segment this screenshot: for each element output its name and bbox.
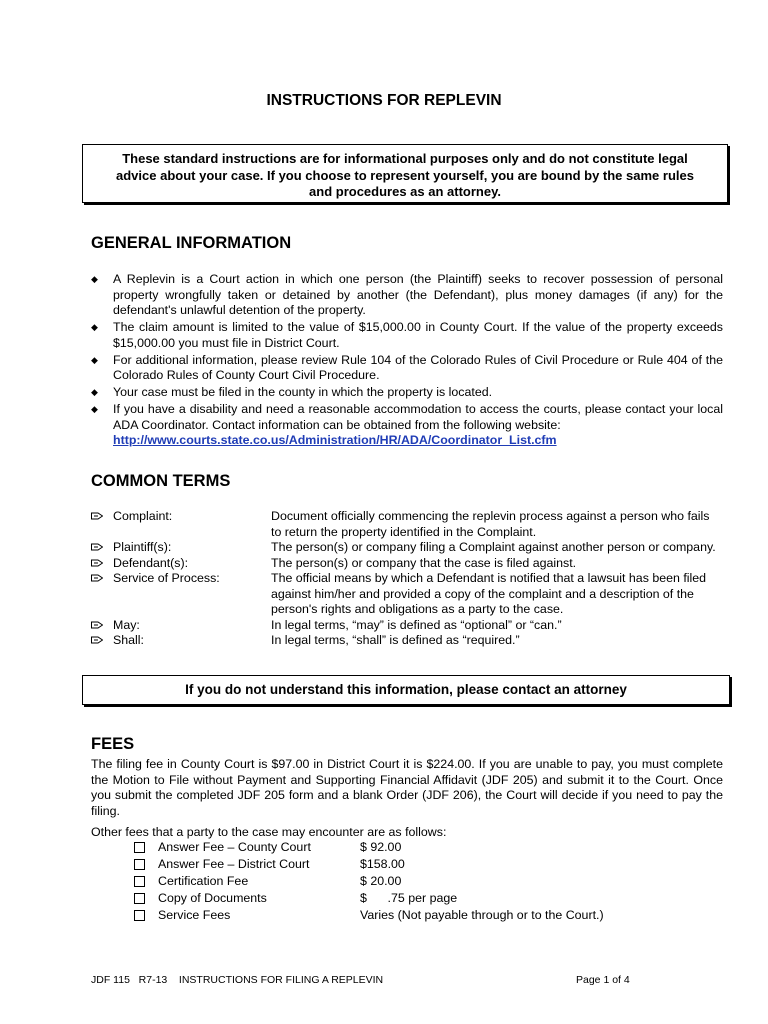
- fee-amount: $ 20.00: [360, 874, 402, 888]
- term-definition: Document officially commencing the replevin process against a person who fails to return the property identified in the Complaint.: [271, 509, 710, 539]
- disclaimer-box: [82, 144, 728, 203]
- term-label: Service of Process:: [113, 571, 220, 585]
- page-title: INSTRUCTIONS FOR REPLEVIN: [266, 92, 502, 109]
- term-label: Complaint:: [113, 509, 173, 523]
- list-item: ◆ For additional information, please review Rule 104 of the Colorado Rules of Civil Procedure or Rule 404 of the Colorado Rules of County Court Civil Procedure.: [91, 352, 723, 382]
- fee-name: Service Fees: [158, 908, 231, 922]
- checkbox-icon: [134, 910, 145, 921]
- fee-name: Answer Fee – District Court: [158, 857, 310, 871]
- term-definition: The person(s) or company filing a Complaint against another person or company.: [271, 540, 716, 554]
- pointing-hand-icon: [91, 620, 103, 630]
- fee-row: [134, 908, 654, 925]
- fee-row: [134, 891, 654, 908]
- checkbox-icon: [134, 876, 145, 887]
- checkbox-icon: [134, 859, 145, 870]
- fee-name: Certification Fee: [158, 874, 249, 888]
- checkbox-icon: [134, 893, 145, 904]
- diamond-bullet-icon: ◆: [91, 404, 98, 414]
- checkbox-icon: [134, 842, 145, 853]
- disclaimer-line: These standard instructions are for informational purposes only and do not constitute legal: [122, 151, 688, 166]
- term-label: May:: [113, 617, 140, 632]
- term-row: [91, 618, 723, 634]
- term-row: [91, 540, 723, 556]
- diamond-bullet-icon: ◆: [91, 354, 98, 365]
- contact-attorney-box: If you do not understand this information, please contact an attorney: [82, 675, 730, 705]
- term-definition: In legal terms, “may” is defined as “optional” or “can.”: [271, 617, 562, 632]
- fee-row: [134, 840, 654, 857]
- list-item: ◆ A Replevin is a Court action in which one person (the Plaintiff) seeks to recover possession of personal property wrongfully taken or detained by another (the Defendant), plus money damages (if any) for the defendant's unlawful detention of the property.: [91, 272, 723, 317]
- fee-amount: Varies (Not payable through or to the Court.): [360, 908, 604, 922]
- term-definition: The person(s) or company that the case is filed against.: [271, 555, 577, 570]
- general-information-list: [91, 272, 723, 450]
- pointing-hand-icon: [91, 511, 103, 521]
- disclaimer-line: and procedures as an attorney.: [309, 184, 501, 199]
- term-row: [91, 556, 723, 572]
- diamond-bullet-icon: ◆: [91, 274, 98, 284]
- term-label: Shall:: [113, 633, 144, 647]
- term-definition: The official means by which a Defendant is notified that a lawsuit has been filed against him/her and provided a copy of the complaint and a description of the person's rights and obligations as a party to the case.: [271, 571, 707, 616]
- term-row: [91, 509, 723, 540]
- fee-amount: $158.00: [360, 857, 405, 871]
- term-definition: In legal terms, “shall” is defined as “required.”: [271, 633, 520, 647]
- fee-name: Answer Fee – County Court: [158, 840, 311, 854]
- term-label: Defendant(s):: [113, 555, 189, 570]
- list-item: ◆ If you have a disability and need a reasonable accommodation to access the courts, please contact your local ADA Coordinator. Contact information can be obtained from the following website: http://www.courts.state.co.us/Administration/HR/ADA/Coordinator_List.cfm: [91, 402, 723, 447]
- term-label: Plaintiff(s):: [113, 540, 172, 554]
- term-row: [91, 633, 723, 649]
- common-terms-heading: COMMON TERMS: [91, 472, 231, 490]
- fees-paragraph: The filing fee in County Court is $97.00 in District Court it is $224.00. If you are unable to pay, you must complete the Motion to File without Payment and Supporting Financial Affidavit (JDF 205) and submit it to the Court. Once you submit the completed JDF 205 form and a blank Order (JDF 206), the Court will decide if you need to pay the filing.: [91, 757, 723, 818]
- pointing-hand-icon: [91, 542, 103, 552]
- footer-page-number: Page 1 of 4: [576, 974, 630, 986]
- diamond-bullet-icon: ◆: [91, 387, 98, 397]
- list-item: ◆ The claim amount is limited to the value of $15,000.00 in County Court. If the value of the property exceeds $15,000.00 you must file in District Court.: [91, 320, 723, 350]
- fee-amount: $ 92.00: [360, 840, 402, 854]
- term-row: [91, 571, 723, 618]
- disclaimer-line: advice about your case. If you choose to represent yourself, you are bound by the same rules: [116, 167, 694, 183]
- fee-list: [134, 840, 654, 925]
- fee-amount: $ .75 per page: [360, 891, 458, 905]
- pointing-hand-icon: [91, 558, 103, 568]
- list-item: ◆ Your case must be filed in the county in which the property is located.: [91, 385, 493, 399]
- ada-coordinator-link[interactable]: http://www.courts.state.co.us/Administration/HR/ADA/Coordinator_List.cfm: [113, 433, 557, 447]
- fee-row: [134, 857, 654, 874]
- footer-form-id: JDF 115 R7-13 INSTRUCTIONS FOR FILING A REPLEVIN: [91, 974, 384, 986]
- fees-heading: FEES: [91, 735, 135, 753]
- fee-name: Copy of Documents: [158, 891, 267, 905]
- general-information-heading: GENERAL INFORMATION: [91, 234, 292, 252]
- fee-row: [134, 874, 654, 891]
- pointing-hand-icon: [91, 635, 103, 645]
- diamond-bullet-icon: ◆: [91, 322, 98, 332]
- other-fees-intro: Other fees that a party to the case may encounter are as follows:: [91, 825, 447, 839]
- pointing-hand-icon: [91, 573, 103, 583]
- common-terms-list: [91, 509, 723, 649]
